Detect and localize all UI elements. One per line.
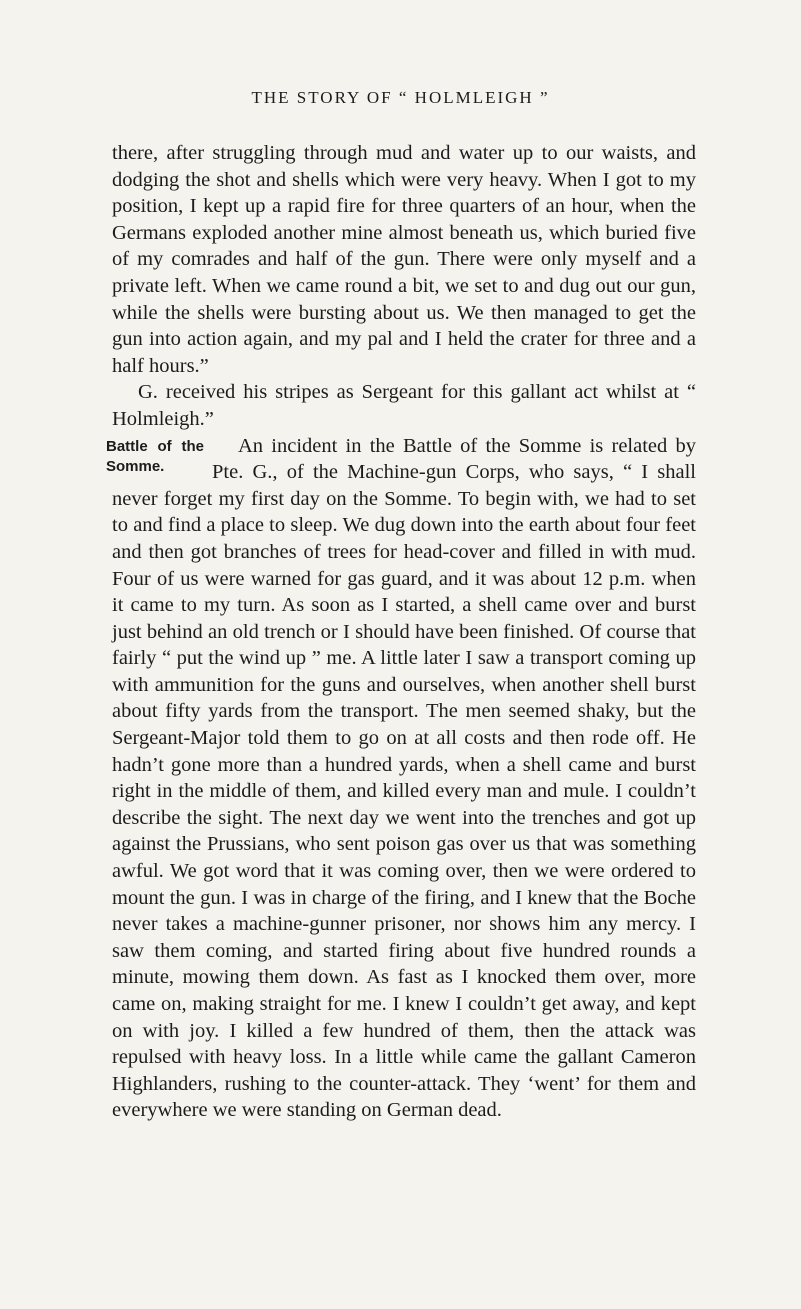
running-head: THE STORY OF “ HOLMLEIGH ” bbox=[251, 88, 550, 107]
body-text bbox=[106, 140, 696, 1124]
margin-sidenote: Battle of the Somme. bbox=[106, 437, 204, 475]
paragraph-2: G. received his stripes as Sergeant for this gallant act whilst at “ Holmleigh.” bbox=[112, 381, 696, 430]
paragraph-3 bbox=[106, 433, 696, 1124]
paragraph-1: there, after struggling through mud and water up to our waists, and dodging the shot and shells which were very heavy. When I got to my position, I kept up a rapid fire for three quarters of an hour, when the Germans exploded another mine almost beneath us, which buried five of my comrades and half of the gun. There were only myself and a private left. When we came round a bit, we set to and dug out our gun, while the shells were bursting about us. We then managed to get the gun into action again, and my pal and I held the crater for three and a half hours.” bbox=[112, 142, 696, 377]
paragraph-3-text: An incident in the Battle of the Somme is related by Pte. G., of the Machine-gun Corps, who says, “ I shall never forget my first day on the Somme. To begin with, we had to set to and find a place to sleep. We dug down into the earth about four feet and then got branches of trees for head-cover and filled in with mud. Four of us were warned for gas guard, and it was about 12 p.m. when it came to my turn. As soon as I started, a shell came over and burst just behind an old trench or I should have been finished. Of course that fairly “ put the wind up ” me. A little later I saw a transport coming up with ammunition for the guns and ourselves, when another shell burst about fifty yards from the transport. The men seemed shaky, but the Sergeant-Major told them to go on at all costs and then rode off. He hadn’t gone more than a hundred yards, when a shell came and burst right in the middle of them, and killed every man and mule. I couldn’t describe the sight. The next day we went into the trenches and got up against the Prussians, who sent poison gas over us that was something awful. We got word that it was coming over, then we were ordered to mount the gun. I was in charge of the firing, and I knew that the Boche never takes a machine-gunner prisoner, nor shows him any mercy. I saw them coming, and started firing about five hundred rounds a minute, mowing them down. As fast as I knocked them over, more came on, making straight for me. I knew I couldn’t get away, and kept on with joy. I killed a few hundred of them, then the attack was repulsed with heavy loss. In a little while came the gallant Cameron Highlanders, rushing to the counter-attack. They ‘went’ for them and everywhere we were standing on German dead. bbox=[112, 434, 696, 1122]
